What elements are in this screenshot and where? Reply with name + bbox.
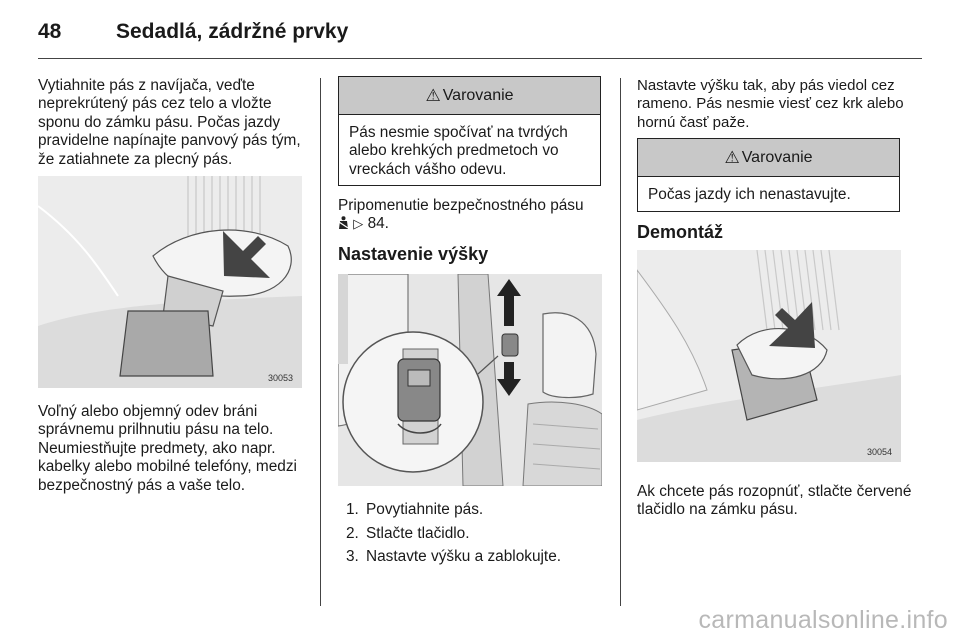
figure-buckle-insert	[38, 176, 302, 388]
buckle-intro-text: Vytiahnite pás z navíjača, veďte neprekrútený pás cez telo a vložte sponu do zámku pásu. Počas jazdy pravidelne napínajte panvový pás tým, že zatiahnete za plecný pás.	[38, 77, 301, 168]
reminder-text	[338, 197, 608, 234]
buckle-release-illustration	[637, 250, 901, 462]
figure-code: 30054	[867, 447, 893, 457]
reminder-page-ref: 84.	[367, 215, 389, 233]
removal-text: Ak chcete pás rozopnúť, stlačte červené tlačidlo na zámku pásu.	[637, 483, 912, 519]
warning-title: Varovanie	[741, 148, 813, 166]
clothing-note-text: Voľný alebo objemný odev bráni správnemu prilhnutiu pásu na telo. Neumiestňujte predmety, ako napr. kabelky alebo mobilné telefóny, medzi bezpečnostný pás a vaše telo.	[38, 403, 297, 494]
figure-buckle-release	[637, 250, 901, 462]
warning-header	[339, 77, 600, 115]
warning-box-2	[637, 138, 900, 212]
page-title: Sedadlá, zádržné prvky	[116, 20, 349, 43]
height-adjuster-illustration	[338, 274, 602, 486]
column-divider-left	[320, 78, 321, 606]
warning-text: Pás nesmie spočívať na tvrdých alebo krehkých predmetoch vo vreckách vášho odevu.	[349, 124, 568, 178]
page-number: 48	[38, 20, 62, 43]
figure-height-adjuster	[338, 274, 602, 486]
warning-box-1	[338, 76, 601, 186]
seatbelt-person-icon	[338, 215, 353, 232]
list-item: 2. Stlačte tlačidlo.	[346, 524, 470, 542]
warning-triangle-icon: ⚠	[425, 85, 441, 105]
warning-text: Počas jazdy ich nenastavujte.	[648, 186, 851, 203]
header-rule	[38, 58, 922, 59]
warning-header	[638, 139, 899, 177]
warning-title: Varovanie	[442, 86, 514, 104]
page-reference-arrow-icon: ▷	[353, 216, 364, 232]
height-adjustment-heading: Nastavenie výšky	[338, 244, 489, 264]
adjustment-steps-list	[346, 498, 608, 569]
watermark: carmanualsonline.info	[698, 606, 948, 634]
reminder-label: Pripomenutie bezpečnostného pásu	[338, 197, 584, 214]
column-divider-right	[620, 78, 621, 606]
height-guidance-text: Nastavte výšku tak, aby pás viedol cez rameno. Pás nesmie viesť cez krk alebo hornú časť paže.	[637, 77, 904, 131]
buckle-insert-illustration	[38, 176, 302, 388]
list-item: 3. Nastavte výšku a zablokujte.	[346, 548, 562, 565]
figure-code: 30053	[268, 373, 294, 383]
warning-triangle-icon: ⚠	[724, 147, 740, 167]
removal-heading: Demontáž	[637, 222, 724, 242]
list-item: 1. Povytiahnite pás.	[346, 501, 484, 518]
